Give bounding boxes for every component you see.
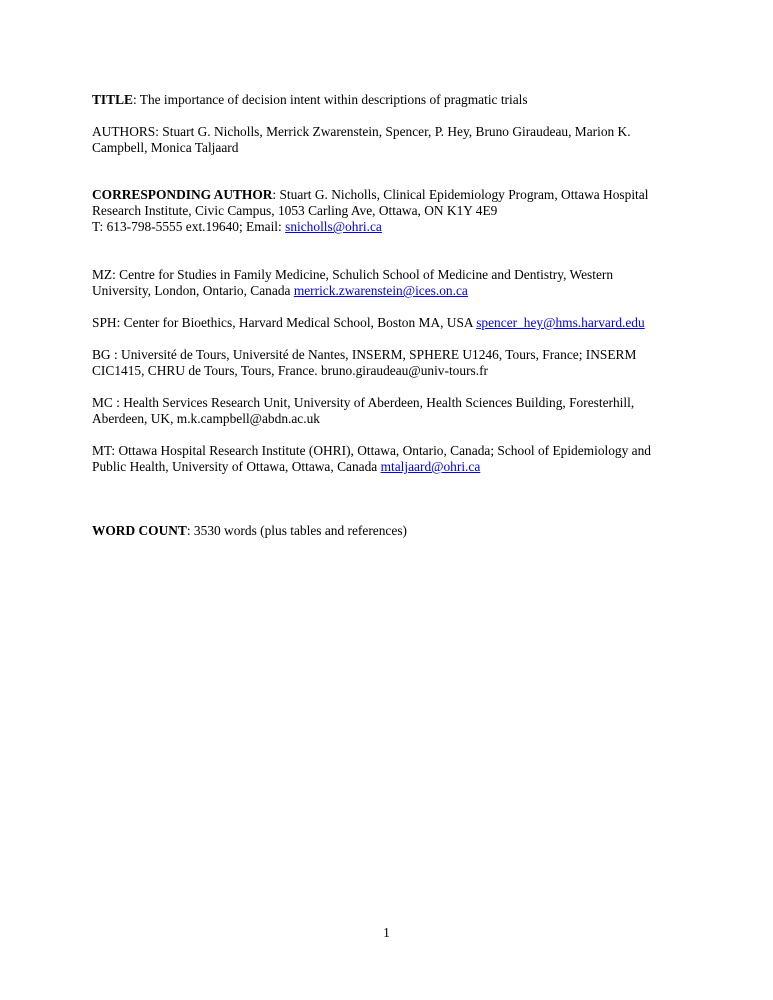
word-count-paragraph: [92, 523, 692, 539]
affiliation-mt: [92, 443, 692, 475]
title-paragraph: [92, 92, 692, 108]
authors-line-2: Campbell, Monica Taljaard: [92, 140, 239, 155]
affiliation-mz-line-1: MZ: Centre for Studies in Family Medicine, Schulich School of Medicine and Dentistry, Western: [92, 267, 614, 282]
affiliation-bg-line-2: CIC1415, CHRU de Tours, Tours, France. bruno.giraudeau@univ-tours.fr: [92, 363, 489, 378]
authors-line-1: AUTHORS: Stuart G. Nicholls, Merrick Zwarenstein, Spencer, P. Hey, Bruno Giraudeau, Marion K.: [92, 124, 631, 139]
affiliation-sph: [92, 315, 692, 331]
authors-paragraph: [92, 124, 692, 156]
corresponding-author-label: CORRESPONDING AUTHOR: [92, 187, 273, 202]
corresponding-author-paragraph: [92, 187, 692, 235]
title-text: : The importance of decision intent within descriptions of pragmatic trials: [132, 92, 528, 107]
page-number: [0, 925, 773, 941]
affiliation-mz: [92, 267, 692, 299]
page-number-value: 1: [383, 925, 390, 940]
corresponding-author-contact: T: 613-798-5555 ext.19640; Email:: [92, 219, 286, 234]
corresponding-author-line-2: Research Institute, Civic Campus, 1053 Carling Ave, Ottawa, ON K1Y 4E9: [92, 203, 498, 218]
affiliation-mt-line-2: Public Health, University of Ottawa, Ottawa, Canada: [92, 459, 381, 474]
affiliation-mc: [92, 395, 692, 427]
corresponding-author-email-link[interactable]: snicholls@ohri.ca: [285, 219, 382, 234]
affiliation-mc-line-2: Aberdeen, UK, m.k.campbell@abdn.ac.uk: [92, 411, 320, 426]
title-label: TITLE: [92, 92, 133, 107]
corresponding-author-line-1: : Stuart G. Nicholls, Clinical Epidemiology Program, Ottawa Hospital: [272, 187, 649, 202]
affiliation-mc-line-1: MC : Health Services Research Unit, University of Aberdeen, Health Sciences Building, Foresterhill,: [92, 395, 635, 410]
affiliation-mt-line-1: MT: Ottawa Hospital Research Institute (OHRI), Ottawa, Ontario, Canada; School of Epidemiology and: [92, 443, 652, 458]
affiliation-bg-line-1: BG : Université de Tours, Université de Nantes, INSERM, SPHERE U1246, Tours, France; INSERM: [92, 347, 637, 362]
affiliation-mt-email-link[interactable]: mtaljaard@ohri.ca: [380, 459, 481, 474]
affiliation-bg: [92, 347, 692, 379]
word-count-label: WORD COUNT: [92, 523, 187, 538]
affiliation-mz-email-link[interactable]: merrick.zwarenstein@ices.on.ca: [293, 283, 468, 298]
affiliation-sph-email-link[interactable]: spencer_hey@hms.harvard.edu: [476, 315, 645, 330]
affiliation-sph-line-1: SPH: Center for Bioethics, Harvard Medical School, Boston MA, USA: [92, 315, 477, 330]
affiliation-mz-line-2: University, London, Ontario, Canada: [92, 283, 294, 298]
word-count-text: : 3530 words (plus tables and references): [186, 523, 407, 538]
